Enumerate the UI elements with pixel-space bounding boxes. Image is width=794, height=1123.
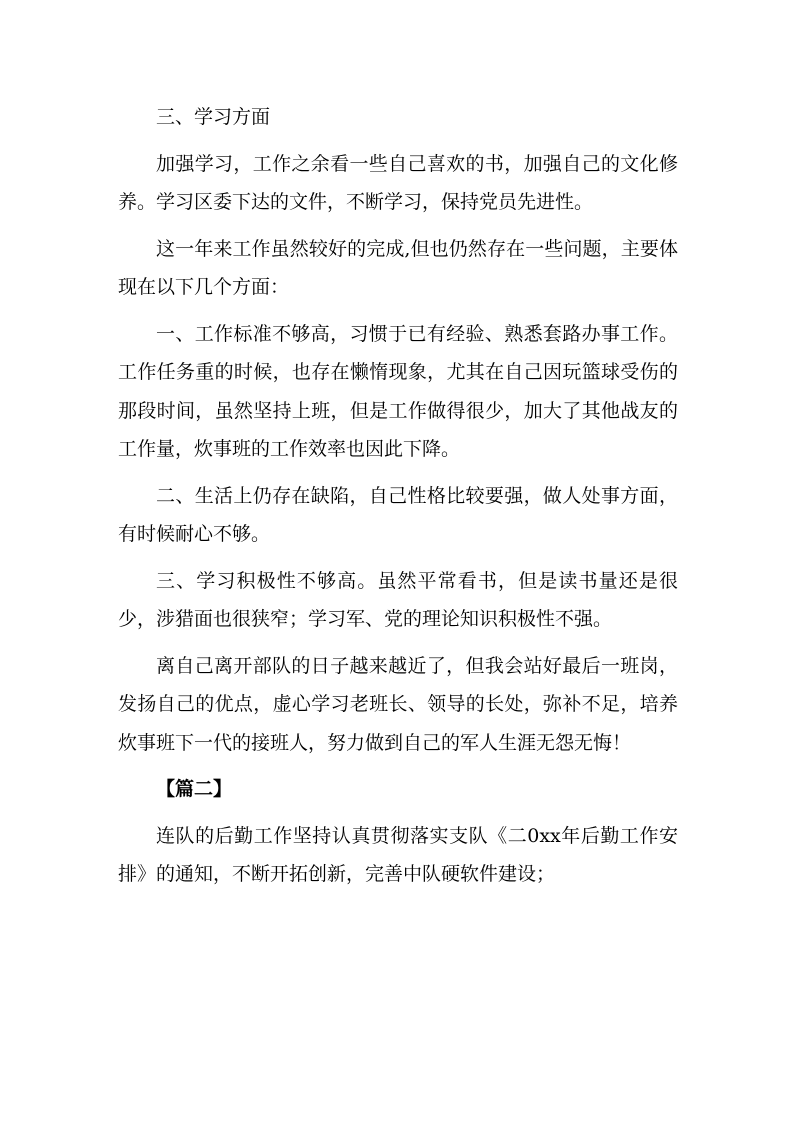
paragraph-study: 加强学习，工作之余看一些自己喜欢的书，加强自己的文化修养。学习区委下达的文件，不断学习，保持党员先进性。	[118, 152, 678, 213]
paragraph-problem-1: 一、工作标准不够高，习惯于已有经验、熟悉套路办事工作。工作任务重的时候，也存在懒惰现象，尤其在自己因玩篮球受伤的那段时间，虽然坚持上班，但是工作做得很少，加大了其他战友的工作量，炊事班的工作效率也因此下降。	[118, 322, 678, 460]
section-heading-part-two: 【篇二】	[156, 778, 233, 800]
paragraph-problems-intro: 这一年来工作虽然较好的完成,但也仍然存在一些问题，主要体现在以下几个方面：	[118, 237, 678, 298]
document-body	[118, 98, 678, 902]
paragraph-problem-2: 二、生活上仍存在缺陷，自己性格比较要强，做人处事方面，有时候耐心不够。	[118, 484, 678, 545]
paragraph-closing: 离自己离开部队的日子越来越近了，但我会站好最后一班岗，发扬自己的优点，虚心学习老班长、领导的长处，弥补不足，培养炊事班下一代的接班人，努力做到自己的军人生涯无怨无悔！	[118, 654, 678, 754]
paragraph-part-two-intro: 连队的后勤工作坚持认真贯彻落实支队《二0xx年后勤工作安排》的通知，不断开拓创新，完善中队硬软件建设；	[118, 824, 678, 885]
paragraph-problem-3: 三、学习积极性不够高。虽然平常看书，但是读书量还是很少，涉猎面也很狭窄；学习军、党的理论知识积极性不强。	[118, 569, 678, 630]
section-heading-study: 三、学习方面	[156, 106, 271, 128]
